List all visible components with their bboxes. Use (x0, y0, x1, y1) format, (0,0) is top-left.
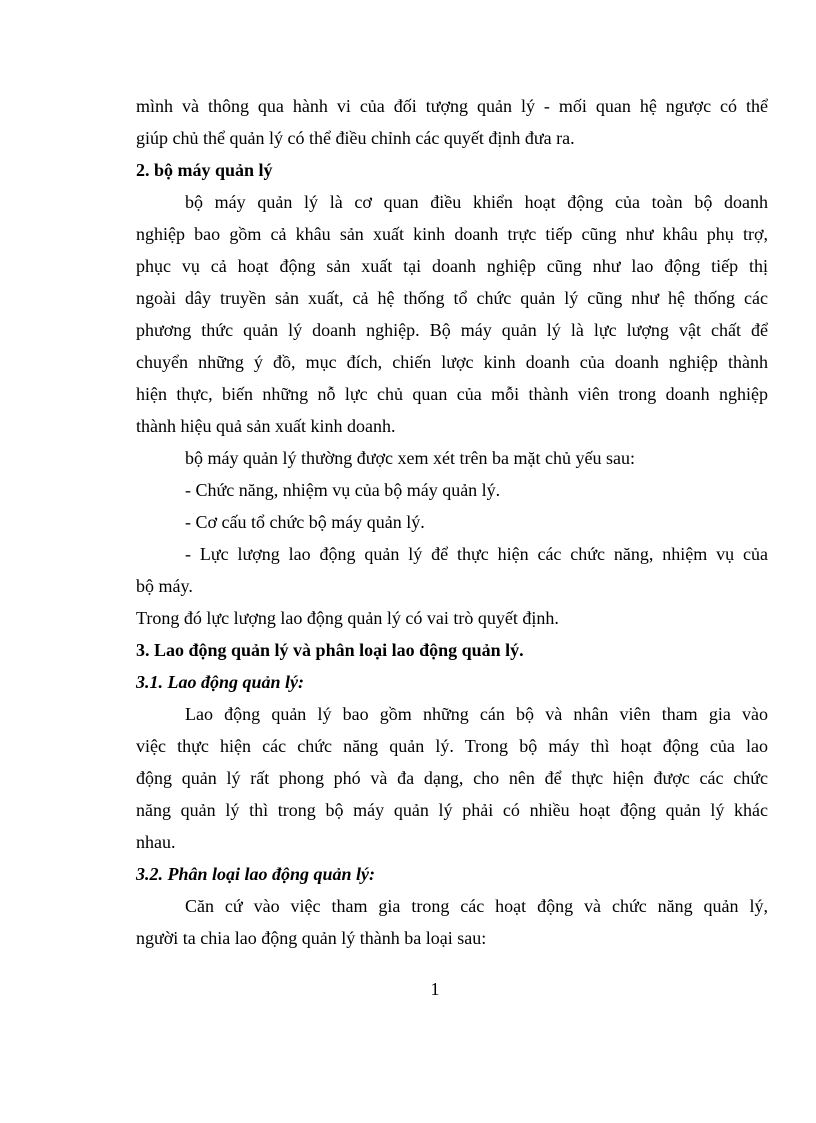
section-2-heading: 2. bộ máy quản lý (136, 160, 273, 180)
section-3-1-line-4: năng quản lý thì trong bộ máy quản lý phải có nhiều hoạt động quản lý khác (136, 800, 768, 820)
intro-line-1: mình và thông qua hành vi của đối tượng quản lý - mối quan hệ ngược có thể (136, 96, 768, 116)
section-2-para-1-line-2: nghiệp bao gồm cả khâu sản xuất kinh doanh trực tiếp cũng như khâu phụ trợ, (136, 224, 768, 244)
section-2-para-2: bộ máy quản lý thường được xem xét trên ba mặt chủ yếu sau: (185, 448, 635, 468)
intro-line-2: giúp chủ thể quản lý có thể điều chỉnh các quyết định đưa ra. (136, 128, 575, 148)
section-2-para-3: Trong đó lực lượng lao động quản lý có vai trò quyết định. (136, 608, 559, 628)
section-3-2-line-2: người ta chia lao động quản lý thành ba loại sau: (136, 928, 487, 948)
section-2-para-1-line-1: bộ máy quản lý là cơ quan điều khiển hoạt động của toàn bộ doanh (185, 192, 768, 212)
section-3-2-line-1: Căn cứ vào việc tham gia trong các hoạt động và chức năng quản lý, (185, 896, 768, 916)
section-2-para-1-line-6: chuyển những ý đồ, mục đích, chiến lược kinh doanh của doanh nghiệp thành (136, 352, 768, 372)
bullet-item: - Lực lượng lao động quản lý để thực hiện các chức năng, nhiệm vụ của (185, 544, 768, 564)
section-3-heading: 3. Lao động quản lý và phân loại lao động quản lý. (136, 640, 524, 660)
section-2-para-1-line-3: phục vụ cả hoạt động sản xuất tại doanh nghiệp cũng như lao động tiếp thị (136, 256, 768, 276)
section-3-1-heading: 3.1. Lao động quản lý: (136, 672, 305, 692)
page-number: 1 (430, 979, 440, 999)
bullet-item: - Cơ cấu tổ chức bộ máy quản lý. (185, 512, 425, 532)
section-3-1-line-5: nhau. (136, 832, 176, 852)
bullet-item: - Chức năng, nhiệm vụ của bộ máy quản lý. (185, 480, 501, 500)
section-2-para-1-line-5: phương thức quản lý doanh nghiệp. Bộ máy quản lý là lực lượng vật chất để (136, 320, 768, 340)
bullet-item-continuation: bộ máy. (136, 576, 193, 596)
section-3-1-line-2: việc thực hiện các chức năng quản lý. Trong bộ máy thì hoạt động của lao (136, 736, 768, 756)
section-3-1-line-1: Lao động quản lý bao gồm những cán bộ và nhân viên tham gia vào (185, 704, 768, 724)
section-3-1-line-3: động quản lý rất phong phó và đa dạng, cho nên để thực hiện được các chức (136, 768, 768, 788)
section-2-para-1-line-4: ngoài dây truyền sản xuất, cả hệ thống tổ chức quản lý cũng như hệ thống các (136, 288, 768, 308)
section-2-para-1-line-8: thành hiệu quả sản xuất kinh doanh. (136, 416, 396, 436)
section-3-2-heading: 3.2. Phân loại lao động quản lý: (136, 864, 376, 884)
section-2-para-1-line-7: hiện thực, biến những nỗ lực chủ quan của mỗi thành viên trong doanh nghiệp (136, 384, 768, 404)
